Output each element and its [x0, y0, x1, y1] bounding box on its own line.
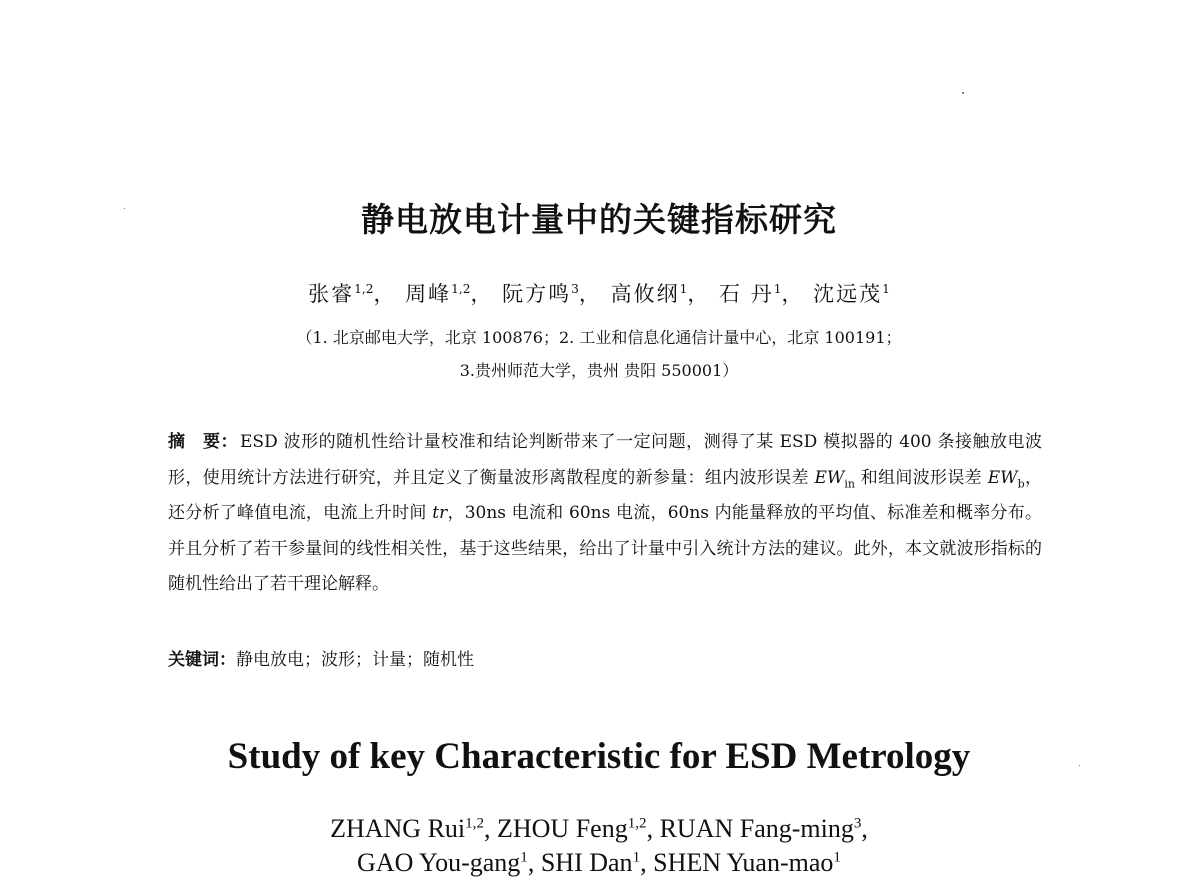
- author-affiliation-mark: 1: [520, 849, 528, 866]
- author-name: 高攸纲: [610, 282, 680, 306]
- author-affiliation-mark: 1,2: [627, 815, 647, 832]
- author-separator: ,: [640, 848, 654, 877]
- author-name: RUAN Fang-ming: [659, 814, 854, 843]
- author-affiliation-mark: 3: [853, 815, 862, 832]
- author-separator: ,: [646, 814, 660, 843]
- abstract-label: 摘 要：: [168, 432, 239, 452]
- author-affiliation-mark: 1: [773, 282, 782, 296]
- author-name: 石 丹: [719, 282, 774, 306]
- author-separator: ，: [373, 282, 397, 306]
- abstract-text: ESD 波形的随机性给计量校准和结论判断带来了一定问题，测得了某 ESD 模拟器的 400 条接触放电波形，使用统计方法进行研究，并且定义了衡量波形离散程度的新参量：组内波形误差: [168, 432, 1042, 488]
- author-name: 阮方鸣: [502, 282, 572, 306]
- ew-in-symbol: EW: [814, 467, 845, 488]
- author-separator: ，: [578, 282, 602, 306]
- chinese-affiliation-line-1: （1. 北京邮电大学，北京 100876；2. 工业和信息化通信计量中心，北京 100191；: [296, 328, 902, 347]
- english-authors-line-1: [0, 814, 1198, 844]
- chinese-affiliation-line-2: 3.贵州师范大学，贵州 贵阳 550001）: [459, 361, 739, 380]
- tr-symbol: tr: [432, 503, 448, 524]
- author-name: 沈远茂: [813, 282, 883, 306]
- author-name: ZHOU Feng: [497, 814, 628, 843]
- author-affiliation-mark: 1: [882, 282, 890, 296]
- keywords-label: 关键词：: [168, 650, 236, 670]
- abstract-text: 和组间波形误差: [855, 467, 988, 488]
- author-name: 张睿: [308, 282, 355, 306]
- author-name: SHI Dan: [540, 848, 633, 877]
- ew-in-subscript: in: [844, 476, 856, 490]
- english-title: Study of key Characteristic for ESD Metrology: [227, 736, 971, 777]
- keywords-text: 静电放电；波形；计量；随机性: [236, 650, 474, 670]
- chinese-title: 静电放电计量中的关键指标研究: [361, 200, 837, 239]
- author-separator: ,: [484, 814, 497, 843]
- author-name: SHEN Yuan-mao: [653, 848, 834, 877]
- author-affiliation-mark: 1,2: [354, 282, 374, 296]
- author-affiliation-mark: 1: [679, 282, 688, 296]
- author-affiliation-mark: 1: [833, 849, 841, 866]
- author-affiliation-mark: 3: [571, 282, 579, 296]
- author-separator: ，: [687, 282, 711, 306]
- chinese-keywords: [168, 645, 474, 670]
- ew-b-symbol: EW: [987, 467, 1018, 488]
- chinese-authors: [0, 278, 1198, 308]
- abstract-text: ，还分析了峰值电流，电流上升时间: [168, 467, 1043, 524]
- author-affiliation-mark: 1,2: [465, 815, 484, 832]
- author-name: GAO You-gang: [357, 848, 521, 877]
- abstract-text: ，30ns 电流和 60ns 电流，60ns 内能量释放的平均值、标准差和概率分布。并且分析了若干参量间的线性相关性，基于这些结果，给出了计量中引入统计方法的建议。此外，本文就波形指标的随机性给出了若干理论解释。: [168, 503, 1042, 595]
- author-separator: ，: [781, 282, 805, 306]
- author-separator: ，: [470, 282, 494, 306]
- author-affiliation-mark: 1: [632, 849, 641, 866]
- author-affiliation-mark: 1,2: [451, 282, 471, 296]
- author-separator: ,: [861, 814, 868, 843]
- scan-speck: [962, 92, 964, 94]
- ew-b-subscript: b: [1017, 476, 1025, 490]
- author-separator: ,: [527, 848, 541, 877]
- chinese-abstract: [168, 425, 1042, 603]
- author-name: 周峰: [405, 282, 452, 306]
- author-name: ZHANG Rui: [330, 814, 466, 843]
- english-authors-line-2: [0, 848, 1198, 878]
